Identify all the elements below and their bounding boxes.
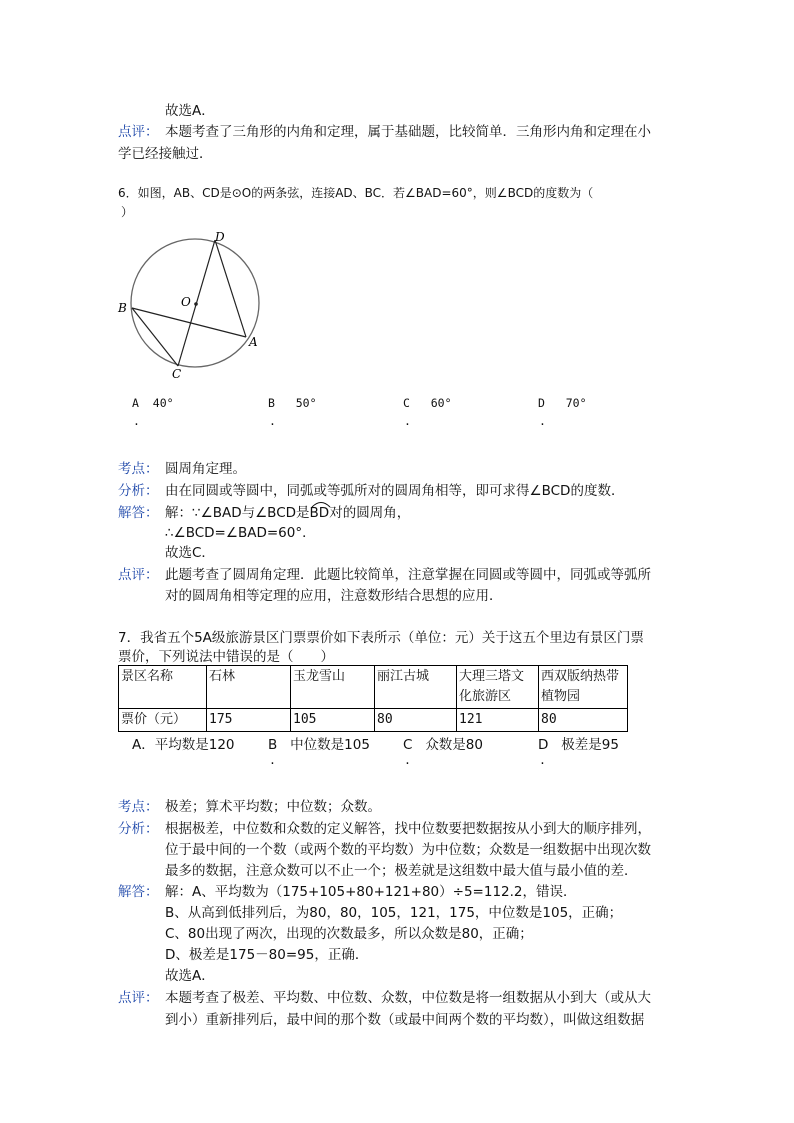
option-text: 平均数是120: [154, 737, 235, 753]
arc-mark-icon: [310, 498, 332, 508]
option-letter: D: [538, 737, 549, 753]
table-cell: 景区名称: [119, 666, 207, 709]
q7-topic: 极差；算术平均数；中位数；众数。: [165, 799, 381, 815]
q7-option-c[interactable]: [403, 733, 483, 753]
table-cell: 石林: [207, 666, 291, 709]
table-cell: 105: [291, 709, 375, 732]
q6-option-c[interactable]: [403, 396, 452, 410]
option-text: 40°: [152, 396, 174, 410]
q7-option-a[interactable]: [132, 733, 235, 753]
answer-text: 对的圆周角，: [329, 505, 411, 521]
table-cell: 丽江古城: [375, 666, 457, 709]
q7-review-line1: 本题考查了极差、平均数、中位数、众数，中位数是将一组数据从小到大（或从大: [165, 990, 651, 1006]
table-cell: 80: [539, 709, 628, 732]
q7-analysis-line3: 最多的数据，注意众数可以不止一个；极差就是这组数中最大值与最小值的差．: [165, 863, 638, 879]
q7-option-d-dot: .: [539, 753, 546, 767]
option-text: 中位数是105: [290, 737, 370, 753]
q6-review-label: 点评：: [118, 567, 159, 583]
q6-answer-line1: [165, 501, 410, 521]
q6-option-d-dot: .: [539, 414, 546, 428]
q7-stem-line1: 7．我省五个5A级旅游景区门票票价如下表所示（单位：元）关于这五个里边有景区门票: [118, 630, 644, 646]
q6-answer-line3: 故选C．: [165, 545, 215, 561]
q6-option-a-dot: .: [133, 414, 140, 428]
option-text: 60°: [430, 396, 452, 410]
q7-analysis-line2: 位于最中间的一个数（或两个数的平均数）为中位数；众数是一组数据中出现次数: [165, 842, 651, 858]
q6-stem-line1: 6．如图，AB、CD是⊙O的两条弦，连接AD、BC．若∠BAD=60°，则∠BCD的度数为（: [118, 186, 594, 200]
option-text: 极差是95: [561, 737, 619, 753]
q5-choose: 故选A．: [165, 103, 215, 119]
q7-answer-line3: C、80出现了两次，出现的次数最多，所以众数是80，正确；: [165, 926, 533, 942]
q7-topic-label: 考点：: [118, 799, 159, 815]
option-letter: B: [268, 737, 278, 753]
q7-answer-line5: 故选A．: [165, 968, 215, 984]
q6-topic-label: 考点：: [118, 461, 159, 477]
chord-da: [215, 240, 246, 337]
q7-option-b[interactable]: [268, 733, 370, 753]
arc-bd: [310, 505, 330, 521]
q7-review-label: 点评：: [118, 990, 159, 1006]
chord-ba: [132, 308, 246, 337]
label-a: A: [249, 335, 258, 349]
circle-figure: [112, 226, 272, 386]
q7-option-d[interactable]: [538, 733, 619, 753]
ticket-price-table: [118, 665, 628, 732]
q7-answer-line1: 解：A、平均数为（175+105+80+121+80）÷5=112.2，错误．: [165, 884, 577, 900]
label-o: O: [181, 295, 191, 309]
label-b: B: [118, 301, 127, 315]
q7-analysis-line1: 根据极差，中位数和众数的定义解答，找中位数要把数据按从小到大的顺序排列，: [165, 821, 651, 837]
q6-review-line1: 此题考查了圆周角定理．此题比较简单，注意掌握在同圆或等圆中，同弧或等弧所: [165, 567, 651, 583]
q6-option-b[interactable]: [268, 396, 317, 410]
q7-option-b-dot: .: [269, 753, 276, 767]
table-cell: 大理三塔文化旅游区: [457, 666, 539, 709]
q7-stem-line2: 票价，下列说法中错误的是（ ）: [118, 649, 334, 665]
q6-topic: 圆周角定理。: [165, 461, 246, 477]
arc-label: BD: [309, 505, 330, 521]
q6-analysis-label: 分析：: [118, 483, 159, 499]
q6-answer-label: 解答：: [118, 505, 159, 521]
q7-answer-line4: D、极差是175－80=95，正确．: [165, 947, 369, 963]
option-letter: B: [268, 396, 275, 410]
option-letter: A: [132, 396, 139, 410]
q6-option-c-dot: .: [404, 414, 411, 428]
q6-answer-line2: ∴∠BCD=∠BAD=60°．: [165, 525, 316, 541]
table-cell: 票价（元）: [119, 709, 207, 732]
option-text: 众数是80: [425, 737, 483, 753]
table-cell: 121: [457, 709, 539, 732]
table-cell: 80: [375, 709, 457, 732]
option-text: 50°: [295, 396, 317, 410]
q7-review-line2: 到小）重新排列后，最中间的那个数（或最中间两个数的平均数），叫做这组数据: [165, 1012, 645, 1028]
q6-option-b-dot: .: [269, 414, 276, 428]
option-letter: C: [403, 737, 413, 753]
q7-answer-line2: B、从高到低排列后，为80，80，105，121，175，中位数是105，正确；: [165, 905, 623, 921]
table-cell: 西双版纳热带植物园: [539, 666, 628, 709]
q6-analysis: 由在同圆或等圆中，同弧或等弧所对的圆周角相等，即可求得∠BCD的度数．: [165, 483, 625, 499]
q5-review-line1: 本题考查了三角形的内角和定理，属于基础题，比较简单．三角形内角和定理在小: [165, 124, 651, 140]
table-row: [119, 709, 628, 732]
q6-stem-line2: ）: [121, 205, 134, 219]
q6-option-a[interactable]: [132, 396, 174, 410]
q6-review-line2: 对的圆周角相等定理的应用，注意数形结合思想的应用．: [165, 588, 503, 604]
q5-review-label: 点评：: [118, 124, 159, 140]
chord-bc: [132, 308, 178, 366]
option-letter: C: [403, 396, 410, 410]
answer-text: 解：∵∠BAD与∠BCD是: [165, 505, 310, 521]
q7-option-c-dot: .: [404, 753, 411, 767]
table-cell: 玉龙雪山: [291, 666, 375, 709]
option-letter: D: [538, 396, 545, 410]
q7-answer-label: 解答：: [118, 884, 159, 900]
center-dot: [194, 302, 198, 306]
option-text: 70°: [565, 396, 587, 410]
label-d: D: [215, 230, 225, 244]
q6-option-d[interactable]: [538, 396, 587, 410]
label-c: C: [172, 367, 182, 381]
table-cell: 175: [207, 709, 291, 732]
q7-analysis-label: 分析：: [118, 821, 159, 837]
q5-review-line2: 学已经接触过．: [118, 146, 213, 162]
table-header-row: [119, 666, 628, 709]
option-letter: A．: [132, 737, 155, 753]
